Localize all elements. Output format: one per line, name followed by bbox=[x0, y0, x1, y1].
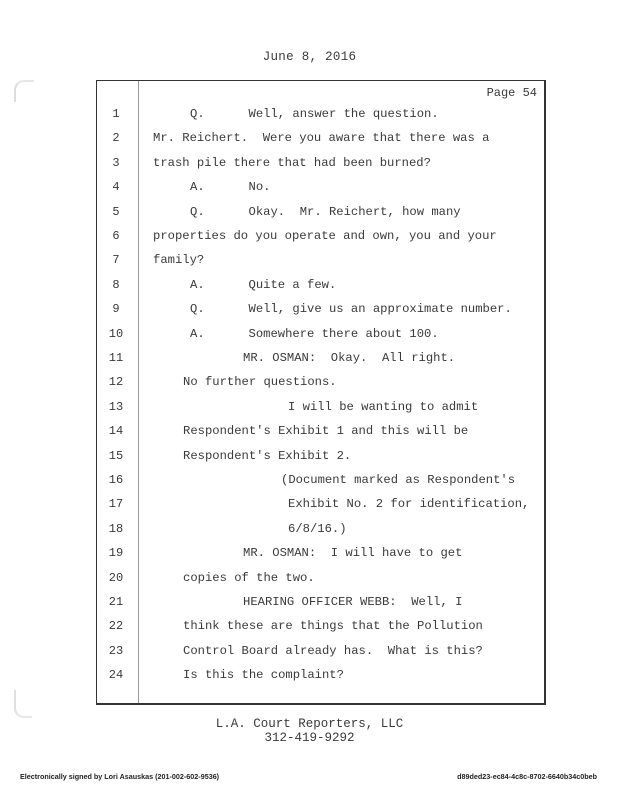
line-number: 21 bbox=[108, 595, 124, 609]
transcript-line bbox=[97, 351, 543, 369]
transcript-line bbox=[97, 278, 543, 296]
line-text: A. Quite a few. bbox=[190, 277, 337, 292]
line-text: MR. OSMAN: I will have to get bbox=[243, 546, 463, 561]
line-number: 2 bbox=[112, 131, 120, 146]
line-number: 12 bbox=[108, 375, 124, 390]
transcript-line bbox=[97, 644, 543, 662]
line-number: 11 bbox=[108, 351, 124, 365]
line-number: 5 bbox=[112, 204, 120, 219]
scan-mark-bottom bbox=[14, 690, 32, 718]
line-number: 9 bbox=[112, 302, 120, 317]
transcript-line bbox=[97, 156, 543, 174]
line-text: Control Board already has. What is this? bbox=[183, 643, 483, 658]
transcript-line bbox=[97, 497, 543, 515]
line-number: 14 bbox=[108, 424, 124, 439]
line-number: 10 bbox=[108, 326, 124, 341]
reporter-company: L.A. Court Reporters, LLC bbox=[215, 717, 404, 731]
line-text: HEARING OFFICER WEBB: Well, I bbox=[243, 595, 463, 609]
line-text: Respondent's Exhibit 1 and this will be bbox=[183, 424, 469, 439]
line-number: 17 bbox=[108, 497, 124, 512]
line-number: 15 bbox=[108, 448, 124, 463]
line-text: No further questions. bbox=[183, 375, 337, 390]
transcript-line bbox=[97, 131, 543, 149]
line-number: 19 bbox=[108, 546, 124, 561]
line-text: family? bbox=[153, 253, 205, 268]
scan-mark-top bbox=[14, 80, 34, 102]
transcript-line bbox=[97, 473, 543, 491]
transcript-line bbox=[97, 571, 543, 589]
electronic-signature: Electronically signed by Lori Asauskas (201-002-602-9536) bbox=[20, 772, 220, 781]
transcript-line bbox=[97, 107, 543, 125]
transcript-line bbox=[97, 424, 543, 442]
line-number: 7 bbox=[112, 253, 120, 268]
transcript-line bbox=[97, 229, 543, 247]
line-number: 24 bbox=[108, 668, 124, 683]
transcript-line bbox=[97, 449, 543, 467]
transcript-line bbox=[97, 205, 543, 223]
line-text: Exhibit No. 2 for identification, bbox=[288, 497, 530, 512]
line-text: 6/8/16.) bbox=[288, 521, 347, 536]
transcript-line bbox=[97, 595, 543, 613]
transcript-line bbox=[97, 302, 543, 320]
document-hash: d89ded23-ec84-4c8c-8702-6640b34c0beb bbox=[457, 772, 597, 781]
line-text: A. Somewhere there about 100. bbox=[190, 326, 439, 341]
line-number: 18 bbox=[108, 521, 124, 536]
line-number: 4 bbox=[112, 180, 120, 195]
line-text: Q. Okay. Mr. Reichert, how many bbox=[190, 204, 461, 219]
line-text: I will be wanting to admit bbox=[288, 399, 479, 414]
transcript-date: June 8, 2016 bbox=[262, 50, 357, 64]
transcript-line bbox=[97, 180, 543, 198]
page-number: Page 54 bbox=[486, 86, 537, 100]
line-number: 20 bbox=[108, 570, 124, 585]
line-text: copies of the two. bbox=[183, 570, 315, 585]
line-text: Is this the complaint? bbox=[183, 668, 344, 683]
line-text: Q. Well, answer the question. bbox=[190, 107, 439, 121]
line-text: Respondent's Exhibit 2. bbox=[183, 448, 352, 463]
line-number: 22 bbox=[108, 619, 124, 634]
line-text: trash pile there that had been burned? bbox=[153, 155, 431, 170]
transcript-line bbox=[97, 546, 543, 564]
transcript-line bbox=[97, 375, 543, 393]
line-text: MR. OSMAN: Okay. All right. bbox=[243, 351, 456, 365]
reporter-phone: 312-419-9292 bbox=[264, 731, 355, 745]
line-number: 13 bbox=[108, 399, 124, 414]
line-number: 16 bbox=[108, 473, 124, 487]
line-text: A. No. bbox=[190, 180, 271, 195]
line-number: 6 bbox=[112, 229, 120, 243]
transcript-line bbox=[97, 619, 543, 637]
line-text: Q. Well, give us an approximate number. bbox=[190, 302, 512, 317]
line-number: 8 bbox=[112, 277, 120, 292]
line-number: 3 bbox=[112, 155, 120, 170]
line-number: 1 bbox=[112, 107, 120, 121]
transcript-line bbox=[97, 522, 543, 540]
line-number: 23 bbox=[108, 643, 124, 658]
transcript-line bbox=[97, 327, 543, 345]
transcript-line bbox=[97, 253, 543, 271]
line-text: think these are things that the Pollution bbox=[183, 619, 483, 634]
transcript-page-frame bbox=[96, 80, 546, 705]
transcript-line bbox=[97, 400, 543, 418]
line-text: (Document marked as Respondent's bbox=[281, 473, 516, 487]
line-text: Mr. Reichert. Were you aware that there was a bbox=[153, 131, 490, 146]
line-text: properties do you operate and own, you and your bbox=[153, 229, 497, 243]
transcript-line bbox=[97, 668, 543, 686]
